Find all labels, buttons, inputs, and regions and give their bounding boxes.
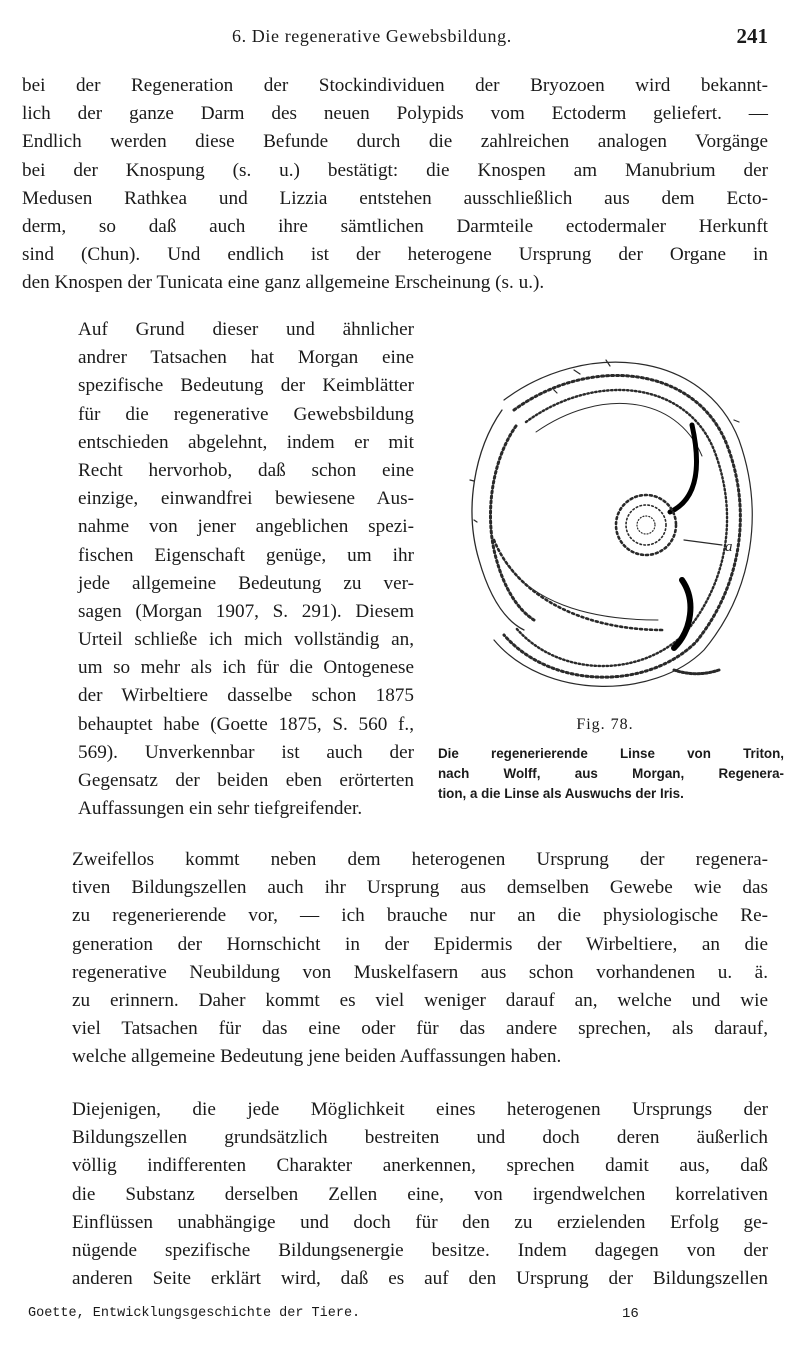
text-line: für die regenerative Gewebsbildung bbox=[78, 403, 414, 425]
figure-marker-a: a bbox=[725, 539, 733, 555]
running-title: 6. Die regenerative Gewebsbildung. bbox=[232, 26, 512, 46]
text-line: fischen Eigenschaft genüge, um ihr bbox=[78, 544, 414, 566]
text-line: völlig indifferenten Charakter anerkennen, sprechen damit aus, daß bbox=[72, 1155, 768, 1177]
text-line: Recht hervorhob, daß schon eine bbox=[78, 459, 414, 481]
text-line: bei der Knospung (s. u.) bestätigt: die Knospen am Manubrium der bbox=[22, 159, 768, 181]
text-line: Bildungszellen grundsätzlich bestreiten und doch deren äußerlich bbox=[72, 1127, 768, 1149]
paragraph-2 bbox=[22, 316, 414, 823]
text-line: sind (Chun). Und endlich ist der heterogene Ursprung der Organe in bbox=[22, 244, 768, 266]
text-line: jede allgemeine Bedeutung zu ver- bbox=[78, 572, 414, 594]
lens-regeneration-drawing bbox=[434, 330, 776, 714]
text-line: 569). Unverkennbar ist auch der bbox=[78, 741, 414, 763]
text-line: derm, so daß auch ihre sämtlichen Darmteile ectodermaler Herkunft bbox=[22, 215, 768, 237]
text-line: Endlich werden diese Befunde durch die zahlreichen analogen Vorgänge bbox=[22, 131, 768, 153]
paragraph-1 bbox=[22, 72, 768, 298]
text-line: tiven Bildungszellen auch ihr Ursprung aus demselben Gewebe wie das bbox=[72, 877, 768, 899]
paragraph-4 bbox=[22, 1096, 768, 1293]
text-line: entschieden abgelehnt, indem er mit bbox=[78, 431, 414, 453]
text-line: Auffassungen ein sehr tiefgreifender. bbox=[78, 798, 363, 820]
text-line: Zweifellos kommt neben dem heterogenen Ursprung der regenera- bbox=[72, 849, 768, 870]
running-header bbox=[22, 26, 768, 54]
footer-signature: 16 bbox=[622, 1306, 639, 1322]
text-line: Auf Grund dieser und ähnlicher bbox=[78, 319, 414, 340]
caption-line: nach Wolff, aus Morgan, Regenera- bbox=[438, 766, 784, 781]
footer-book-title: Goette, Entwicklungsgeschichte der Tiere. bbox=[28, 1306, 361, 1321]
text-line: nahme von jener angeblichen spezi- bbox=[78, 516, 414, 538]
text-line: die Substanz derselben Zellen eine, von irgendwelchen korrelativen bbox=[72, 1183, 768, 1205]
paragraph-3 bbox=[22, 846, 768, 1072]
text-line: bei der Regeneration der Stockindividuen der Bryozoen wird bekannt- bbox=[22, 75, 768, 96]
text-line: andrer Tatsachen hat Morgan eine bbox=[78, 347, 414, 369]
text-line: lich der ganze Darm des neuen Polypids vom Ectoderm geliefert. — bbox=[22, 103, 768, 125]
text-line: regenerative Neubildung von Muskelfasern aus schon vorhandenen u. ä. bbox=[72, 961, 768, 983]
text-line: den Knospen der Tunicata eine ganz allgemeine Erscheinung (s. u.). bbox=[22, 272, 545, 294]
text-line: Diejenigen, die jede Möglichkeit eines heterogenen Ursprungs der bbox=[72, 1099, 768, 1120]
caption-line: Die regenerierende Linse von Triton, bbox=[438, 746, 784, 761]
text-line: welche allgemeine Bedeutung jene beiden Auffassungen haben. bbox=[72, 1046, 562, 1068]
text-line: Medusen Rathkea und Lizzia entstehen ausschließlich aus dem Ecto- bbox=[22, 187, 768, 209]
text-line: Einflüssen unabhängige und doch für den zu erzielenden Erfolg ge- bbox=[72, 1211, 768, 1233]
text-line: behauptet habe (Goette 1875, S. 560 f., bbox=[78, 713, 414, 735]
figure-78-illustration bbox=[434, 330, 776, 714]
text-line: generation der Hornschicht in der Epidermis der Wirbeltiere, an die bbox=[72, 933, 768, 955]
text-line: um so mehr als ich für die Ontogenese bbox=[78, 657, 414, 679]
text-line: viel Tatsachen für das eine oder für das andere sprechen, als darauf, bbox=[72, 1018, 768, 1040]
text-line: sagen (Morgan 1907, S. 291). Diesem bbox=[78, 600, 414, 622]
text-line: anderen Seite erklärt wird, daß es auf den Ursprung der Bildungszellen bbox=[72, 1268, 768, 1290]
text-line: einzige, einwandfrei bewiesene Aus- bbox=[78, 488, 414, 510]
figure-caption bbox=[438, 744, 784, 804]
book-page bbox=[22, 0, 784, 1350]
text-line: der Wirbeltiere dasselbe schon 1875 bbox=[78, 685, 414, 707]
text-line: zu regenerierende vor, — ich brauche nur an die physiologische Re- bbox=[72, 905, 768, 927]
text-line: spezifische Bedeutung der Keimblätter bbox=[78, 375, 414, 397]
figure-label: Fig. 78. bbox=[576, 716, 634, 733]
page-number: 241 bbox=[736, 24, 768, 48]
page-footer bbox=[22, 1306, 768, 1330]
text-line: Gegensatz der beiden eben erörterten bbox=[78, 770, 414, 791]
text-line: zu erinnern. Daher kommt es viel weniger darauf an, welche und wie bbox=[72, 989, 768, 1011]
text-line: Urteil schließe ich mich vollständig an, bbox=[78, 629, 414, 651]
text-line: nügende spezifische Bildungsenergie besitze. Indem dagegen von der bbox=[72, 1239, 768, 1261]
caption-line: tion, a die Linse als Auswuchs der Iris. bbox=[438, 786, 684, 801]
